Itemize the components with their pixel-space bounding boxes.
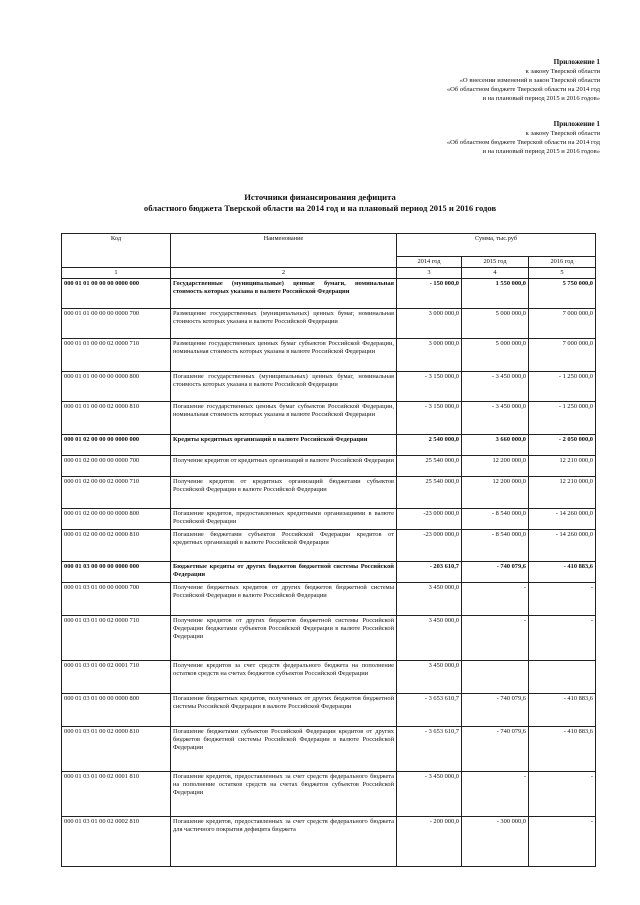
row-name: Получение кредитов за счет средств федерального бюджета на пополнение остатков средств на счетах бюджетов субъектов Российской Федерации <box>171 661 397 694</box>
row-name: Погашение государственных (муниципальных) ценных бумаг, номинальная стоимость которых указана в валюте Российской Федерации <box>171 372 397 402</box>
row-code: 000 01 01 00 00 00 0000 000 <box>62 279 171 309</box>
annex-heading: Приложение 1 <box>553 58 600 66</box>
row-value-2014: - 3 450 000,0 <box>397 772 462 817</box>
row-value-2015: 12 200 000,0 <box>462 456 529 477</box>
table-row <box>62 402 596 435</box>
row-name: Погашение кредитов, предоставленных за счет средств федерального бюджета для частичного покрытия дефицита бюджета <box>171 817 397 867</box>
row-value-2014: 25 540 000,0 <box>397 456 462 477</box>
row-name: Кредиты кредитных организаций в валюте Российской Федерации <box>171 435 397 456</box>
column-number: 3 <box>397 268 462 279</box>
document-title <box>0 192 640 214</box>
row-value-2016: - 14 260 000,0 <box>529 509 596 530</box>
row-code: 000 01 01 00 00 02 0000 710 <box>62 339 171 372</box>
table-row <box>62 435 596 456</box>
document-title-line: областного бюджета Тверской области на 2014 год и на плановый период 2015 и 2016 годов <box>143 203 497 213</box>
row-name: Бюджетные кредиты от других бюджетов бюджетной системы Российской Федерации <box>171 562 397 583</box>
row-value-2016: 7 000 000,0 <box>529 339 596 372</box>
row-code: 000 01 03 01 00 00 0000 700 <box>62 583 171 616</box>
row-value-2015: - 8 540 000,0 <box>462 530 529 562</box>
table-row <box>62 456 596 477</box>
annex-line: к закону Тверской области <box>525 68 600 75</box>
row-value-2014: -23 000 000,0 <box>397 509 462 530</box>
table-row <box>62 309 596 339</box>
annex-line: и на плановый период 2015 и 2016 годов» <box>482 148 600 155</box>
row-value-2014: -23 000 000,0 <box>397 530 462 562</box>
row-value-2015: - 300 000,0 <box>462 817 529 867</box>
row-value-2016: - 410 883,6 <box>529 694 596 727</box>
table-row <box>62 372 596 402</box>
row-value-2015: - 740 079,6 <box>462 727 529 772</box>
row-value-2014: 2 540 000,0 <box>397 435 462 456</box>
row-value-2016: - 2 050 000,0 <box>529 435 596 456</box>
row-name: Погашение бюджетных кредитов, полученных от других бюджетов бюджетной системы Российской Федерации в валюте Российской Федерации <box>171 694 397 727</box>
row-value-2015: - 740 079,6 <box>462 694 529 727</box>
row-code: 000 01 01 00 00 00 0000 700 <box>62 309 171 339</box>
column-number-row <box>62 268 596 279</box>
row-code: 000 01 02 00 00 02 0000 710 <box>62 477 171 509</box>
annex-note-amendment <box>447 58 600 103</box>
row-value-2015: - 3 450 000,0 <box>462 402 529 435</box>
row-value-2015: 3 660 000,0 <box>462 435 529 456</box>
annex-line: «Об областном бюджете Тверской области на 2014 год <box>446 86 600 93</box>
row-name: Получение кредитов от других бюджетов бюджетной системы Российской Федерации бюджетами субъектов Российской Федерации в валюте Российской Федерации <box>171 616 397 661</box>
row-value-2014: 3 000 000,0 <box>397 309 462 339</box>
row-name: Погашение бюджетами субъектов Российской Федерации кредитов от кредитных организаций в валюте Российской Федерации <box>171 530 397 562</box>
row-value-2015 <box>462 661 529 694</box>
row-name: Погашение бюджетами субъектов Российской Федерации кредитов от других бюджетов бюджетной системы Российской Федерации в валюте Российской Федерации <box>171 727 397 772</box>
row-value-2015: 1 550 000,0 <box>462 279 529 309</box>
table-row <box>62 772 596 817</box>
row-code: 000 01 03 01 00 02 0000 710 <box>62 616 171 661</box>
row-code: 000 01 01 00 00 02 0000 810 <box>62 402 171 435</box>
table-row <box>62 530 596 562</box>
row-value-2014: 3 450 000,0 <box>397 583 462 616</box>
table-row <box>62 694 596 727</box>
row-value-2016: 12 210 000,0 <box>529 456 596 477</box>
row-value-2015: - <box>462 616 529 661</box>
row-value-2016: 5 750 000,0 <box>529 279 596 309</box>
row-value-2016: - <box>529 583 596 616</box>
row-value-2014: - 200 000,0 <box>397 817 462 867</box>
column-number: 2 <box>171 268 397 279</box>
row-value-2014: - 3 150 000,0 <box>397 372 462 402</box>
row-value-2016: - 1 250 000,0 <box>529 372 596 402</box>
row-code: 000 01 03 01 00 02 0001 810 <box>62 772 171 817</box>
column-number: 5 <box>529 268 596 279</box>
row-value-2016: - 410 883,6 <box>529 727 596 772</box>
column-header-code: Код <box>62 234 171 268</box>
table-row <box>62 817 596 867</box>
annex-line: к закону Тверской области <box>525 130 600 137</box>
row-value-2016: - <box>529 817 596 867</box>
row-value-2016: - 410 883,6 <box>529 562 596 583</box>
row-name: Получение бюджетных кредитов от других бюджетов бюджетной системы Российской Федерации в валюте Российской Федерации <box>171 583 397 616</box>
row-code: 000 01 01 00 00 00 0000 800 <box>62 372 171 402</box>
row-value-2016: - <box>529 616 596 661</box>
row-name: Погашение государственных ценных бумаг субъектов Российской Федерации, номинальная стоимость которых указана в валюте Российской Федерации <box>171 402 397 435</box>
column-header-2014: 2014 год <box>397 257 462 268</box>
table-row <box>62 477 596 509</box>
row-name: Размещение государственных ценных бумаг субъектов Российской Федерации, номинальная стоимость которых указана в валюте Российской Федерации <box>171 339 397 372</box>
row-value-2014: 3 000 000,0 <box>397 339 462 372</box>
row-value-2014: 3 450 000,0 <box>397 661 462 694</box>
table-row <box>62 562 596 583</box>
row-value-2014: - 203 610,7 <box>397 562 462 583</box>
row-value-2014: - 3 653 610,7 <box>397 727 462 772</box>
row-value-2015: 5 000 000,0 <box>462 309 529 339</box>
row-value-2016: 12 210 000,0 <box>529 477 596 509</box>
document-title-line: Источники финансирования дефицита <box>244 192 396 202</box>
table-row <box>62 661 596 694</box>
row-name: Получение кредитов от кредитных организаций в валюте Российской Федерации <box>171 456 397 477</box>
row-code: 000 01 02 00 00 00 0000 800 <box>62 509 171 530</box>
row-name: Государственные (муниципальные) ценные бумаги, номинальная стоимость которых указана в валюте Российской Федерации <box>171 279 397 309</box>
row-code: 000 01 03 01 00 02 0000 810 <box>62 727 171 772</box>
annex-line: и на плановый период 2015 и 2016 годов» <box>482 95 600 102</box>
column-header-2016: 2016 год <box>529 257 596 268</box>
row-name: Получение кредитов от кредитных организаций бюджетами субъектов Российской Федерации в валюте Российской Федерации <box>171 477 397 509</box>
table-row <box>62 616 596 661</box>
row-name: Размещение государственных (муниципальных) ценных бумаг, номинальная стоимость которых указана в валюте Российской Федерации <box>171 309 397 339</box>
row-value-2016 <box>529 661 596 694</box>
row-value-2014: - 150 000,0 <box>397 279 462 309</box>
row-value-2015: - <box>462 772 529 817</box>
annex-line: «Об областном бюджете Тверской области на 2014 год <box>446 139 600 146</box>
row-code: 000 01 02 00 00 02 0000 810 <box>62 530 171 562</box>
annex-note-budget-law <box>447 120 600 156</box>
row-value-2015: - 8 540 000,0 <box>462 509 529 530</box>
row-value-2014: - 3 653 610,7 <box>397 694 462 727</box>
row-code: 000 01 03 01 00 00 0000 800 <box>62 694 171 727</box>
row-value-2015: - 3 450 000,0 <box>462 372 529 402</box>
column-number: 4 <box>462 268 529 279</box>
row-value-2015: 12 200 000,0 <box>462 477 529 509</box>
row-value-2014: 3 450 000,0 <box>397 616 462 661</box>
column-header-sum: Сумма, тыс.руб <box>397 234 596 257</box>
table-row <box>62 727 596 772</box>
row-value-2016: - <box>529 772 596 817</box>
table-header-row <box>62 234 596 257</box>
table-row <box>62 509 596 530</box>
financing-sources-table <box>61 233 596 867</box>
row-code: 000 01 03 01 00 02 0001 710 <box>62 661 171 694</box>
row-code: 000 01 03 00 00 00 0000 000 <box>62 562 171 583</box>
row-value-2014: 25 540 000,0 <box>397 477 462 509</box>
row-value-2014: - 3 150 000,0 <box>397 402 462 435</box>
row-value-2015: - <box>462 583 529 616</box>
table-row <box>62 279 596 309</box>
column-header-name: Наименование <box>171 234 397 268</box>
row-value-2016: - 14 260 000,0 <box>529 530 596 562</box>
table-row <box>62 339 596 372</box>
row-value-2015: 5 000 000,0 <box>462 339 529 372</box>
column-header-2015: 2015 год <box>462 257 529 268</box>
row-name: Погашение кредитов, предоставленных кредитными организациями в валюте Российской Федерации <box>171 509 397 530</box>
row-code: 000 01 03 01 00 02 0002 810 <box>62 817 171 867</box>
row-value-2016: 7 000 000,0 <box>529 309 596 339</box>
annex-line: «О внесении изменений в закон Тверской области <box>459 77 600 84</box>
row-value-2016: - 1 250 000,0 <box>529 402 596 435</box>
column-number: 1 <box>62 268 171 279</box>
row-code: 000 01 02 00 00 00 0000 000 <box>62 435 171 456</box>
row-name: Погашение кредитов, предоставленных за счет средств федерального бюджета на пополнение остатков средств на счетах бюджетов субъектов Российской Федерации <box>171 772 397 817</box>
row-value-2015: - 740 079,6 <box>462 562 529 583</box>
row-code: 000 01 02 00 00 00 0000 700 <box>62 456 171 477</box>
table-row <box>62 583 596 616</box>
annex-heading: Приложение 1 <box>553 120 600 128</box>
